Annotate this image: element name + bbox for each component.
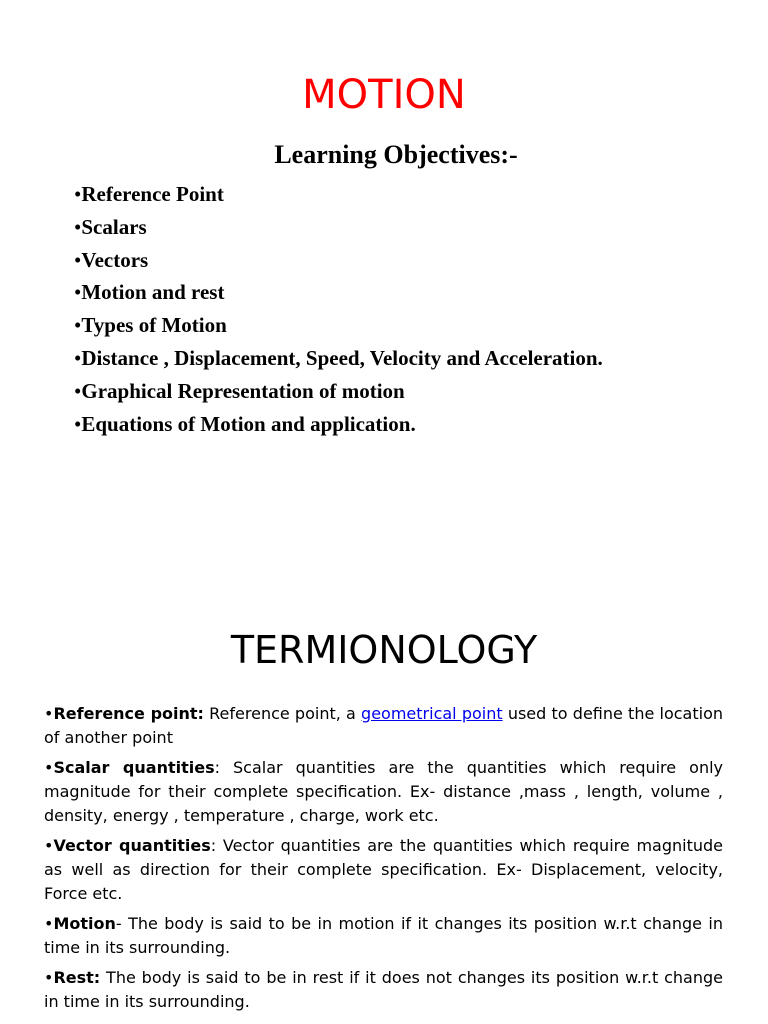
bullet-icon: • <box>44 704 54 723</box>
objective-item <box>74 342 603 375</box>
term-label: Scalar quantities <box>53 758 215 777</box>
bullet-icon: • <box>74 214 82 239</box>
term-text: Reference point, a <box>203 704 362 723</box>
term-text: The body is said to be in rest if it does not changes its position w.r.t change in time in its surrounding. <box>44 968 723 1011</box>
objective-text: Graphical Representation of motion <box>81 378 405 403</box>
objective-item <box>74 309 603 342</box>
objective-text: Reference Point <box>81 182 224 206</box>
term-reference-point <box>44 702 723 750</box>
bullet-icon: • <box>44 836 54 855</box>
bullet-icon: • <box>74 345 82 370</box>
bullet-icon: • <box>74 182 82 206</box>
objective-item <box>74 408 603 441</box>
term-text: : Scalar quantities are the quantities which require only magnitude for their complete specification. Ex- distance ,mass , length, volume , density, energy , temperature , charge, work etc. <box>44 758 724 825</box>
objectives-list <box>74 178 603 440</box>
objective-text: Distance , Displacement, Speed, Velocity and Acceleration. <box>81 345 603 370</box>
objective-item <box>74 211 603 244</box>
term-label: Motion <box>53 914 116 933</box>
objective-text: Scalars <box>81 214 147 239</box>
term-label: Reference point: <box>53 704 204 723</box>
bullet-icon: • <box>44 758 54 777</box>
term-text: - The body is said to be in motion if it changes its position w.r.t change in time in its surrounding. <box>44 914 723 957</box>
term-label: Vector quantities <box>53 836 211 855</box>
term-rest <box>44 966 723 1014</box>
objective-item <box>74 375 603 408</box>
bullet-icon: • <box>74 313 82 338</box>
term-text: : Vector quantities are the quantities which require magnitude as well as direction for their complete specification. Ex- Displacement, velocity, Force etc. <box>44 836 724 903</box>
bullet-icon: • <box>74 247 82 272</box>
bullet-icon: • <box>74 411 82 436</box>
motion-title: MOTION <box>302 72 466 118</box>
bullet-icon: • <box>74 378 82 403</box>
objective-text: Motion and rest <box>81 280 225 305</box>
term-label: Rest: <box>53 968 101 987</box>
objective-item <box>74 244 603 277</box>
term-motion <box>44 912 723 960</box>
bullet-icon: • <box>44 914 54 933</box>
term-scalar-quantities <box>44 756 723 828</box>
learning-objectives-heading: Learning Objectives:- <box>274 140 518 169</box>
objective-text: Vectors <box>81 247 149 272</box>
objective-text: Equations of Motion and application. <box>81 411 416 436</box>
geometrical-point-link[interactable]: geometrical point <box>361 704 503 723</box>
bullet-icon: • <box>44 968 54 987</box>
objective-text: Types of Motion <box>81 313 227 338</box>
terminology-title: TERMIONOLOGY <box>230 628 538 672</box>
term-text: used to define the location of another point <box>44 704 724 747</box>
objective-item <box>74 276 603 309</box>
objective-item <box>74 178 603 211</box>
term-vector-quantities <box>44 834 723 906</box>
terminology-list <box>44 702 723 1020</box>
bullet-icon: • <box>74 280 82 305</box>
